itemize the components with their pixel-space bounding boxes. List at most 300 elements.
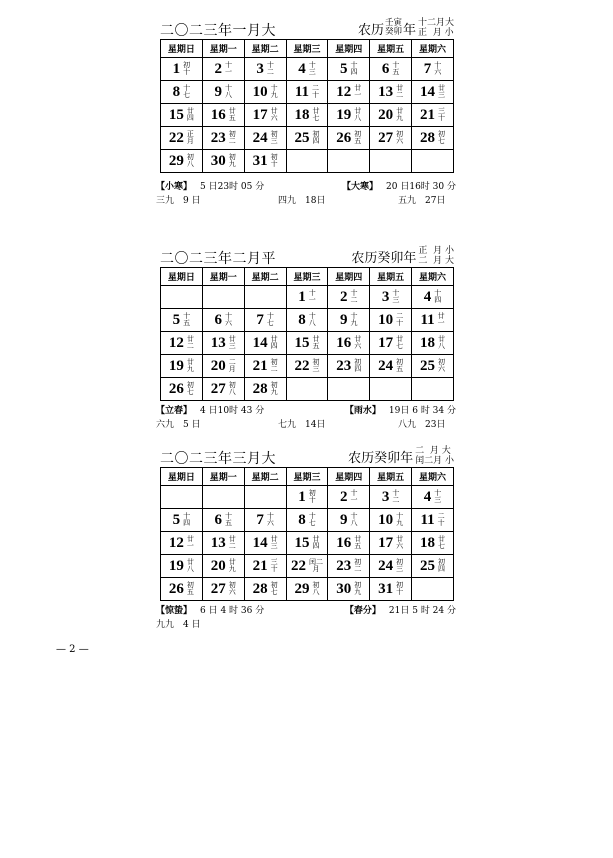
day-cell [161, 81, 203, 104]
solar-day-number: 19 [336, 106, 352, 123]
day-cell [286, 532, 328, 555]
lunar-day-top: 十 [183, 83, 191, 92]
solar-term-time: 4 日10时 43 分 [200, 406, 265, 416]
lunar-day-bottom: 四 [350, 68, 358, 76]
lunar-day-bottom: 六 [438, 365, 446, 373]
lunar-month-top: 正 月 小 [418, 246, 454, 256]
empty-day-cell [161, 286, 203, 309]
day-cell [244, 104, 286, 127]
day-cell [370, 332, 412, 355]
empty-day-cell [286, 378, 328, 401]
lunar-day [229, 536, 236, 551]
solar-day-number: 24 [378, 557, 394, 574]
solar-day-number: 12 [168, 534, 184, 551]
day-cell [161, 378, 203, 401]
solar-term-time: 6 日 4 时 36 分 [200, 606, 265, 616]
weekday-header: 星期一 [202, 468, 244, 486]
lunar-day-top: 十 [266, 60, 274, 69]
lunar-day [351, 513, 358, 528]
lunar-day-bottom: 九 [354, 588, 362, 596]
lunar-day-bottom: 二 [186, 342, 194, 350]
lunar-day-bottom: 一 [437, 319, 445, 327]
month-header [160, 16, 454, 40]
day-cell [286, 509, 328, 532]
lunar-day-bottom: 九 [186, 365, 194, 373]
lunar-day-bottom: 七 [438, 137, 446, 145]
lunar-day-top: 十 [183, 511, 191, 520]
lunar-day-top: 廿 [186, 557, 194, 566]
lunar-day-bottom: 六 [270, 114, 278, 122]
solar-day-number: 2 [214, 60, 223, 77]
week-row [161, 355, 454, 378]
solar-day-number: 25 [420, 357, 436, 374]
lunar-day [225, 313, 232, 328]
day-cell [161, 578, 203, 601]
day-cell [328, 355, 370, 378]
day-cell [202, 127, 244, 150]
solar-day-number: 27 [210, 380, 226, 397]
lunar-day-bottom: 九 [228, 160, 236, 168]
lunar-day-bottom: 十 [396, 319, 404, 327]
day-cell [202, 378, 244, 401]
solar-day-number: 2 [340, 488, 348, 505]
nine-period-1: 六九 5 日 [156, 420, 201, 430]
day-cell [244, 509, 286, 532]
solar-term-name: 【小寒】 [156, 182, 193, 192]
solar-day-number: 26 [168, 580, 184, 597]
solar-day-number: 28 [252, 580, 268, 597]
solar-day-number: 16 [336, 334, 352, 351]
lunar-year-info [348, 444, 454, 468]
month-block-january [156, 16, 456, 206]
lunar-day-bottom: 月 [312, 565, 320, 573]
lunar-day-bottom: 四 [312, 137, 320, 145]
lunar-day-top: 十 [434, 288, 442, 297]
lunar-day-bottom: 四 [438, 565, 446, 573]
day-cell [412, 309, 454, 332]
lunar-day-bottom: 六 [266, 519, 274, 527]
solar-day-number: 6 [381, 60, 390, 77]
solar-day-number: 4 [423, 488, 432, 505]
lunar-year-2: 癸卯 [384, 27, 402, 37]
empty-day-cell [412, 150, 454, 173]
month-footer [156, 603, 456, 631]
nine-period-3: 八九 23日 [398, 420, 446, 430]
lunar-day-bottom: 二 [350, 296, 358, 304]
lunar-day-top: 十 [225, 311, 233, 320]
lunar-day-bottom: 二 [228, 137, 236, 145]
day-cell [412, 332, 454, 355]
solar-day-number: 29 [294, 580, 310, 597]
solar-day-number: 31 [378, 580, 394, 597]
lunar-day-top: 十 [308, 288, 316, 297]
month-footer [156, 179, 456, 207]
calendar-grid [160, 467, 454, 601]
lunar-day [312, 582, 319, 597]
weekday-header: 星期六 [412, 468, 454, 486]
lunar-day-bottom: 月 [228, 365, 236, 373]
day-cell [370, 532, 412, 555]
lunar-day-top: 十 [225, 511, 233, 520]
lunar-day-top: 初 [354, 129, 362, 138]
solar-day-number: 28 [420, 129, 436, 146]
solar-day-number: 21 [420, 106, 436, 123]
lunar-day-bottom: 六 [396, 542, 404, 550]
lunar-day-bottom: 九 [270, 388, 278, 396]
solar-day-number: 30 [336, 580, 352, 597]
lunar-day-bottom: 四 [312, 542, 320, 550]
day-cell [161, 555, 203, 578]
lunar-day-bottom: 九 [396, 114, 404, 122]
lunar-day-bottom: 七 [266, 319, 274, 327]
month-header [160, 244, 454, 268]
lunar-day-bottom: 十 [270, 160, 278, 168]
lunar-month-bottom: 闰二月 小 [415, 456, 454, 466]
lunar-day-top: 初 [396, 557, 404, 566]
lunar-day-bottom: 五 [183, 319, 191, 327]
day-cell [370, 58, 412, 81]
lunar-day-top: 初 [396, 580, 404, 589]
day-cell [161, 532, 203, 555]
day-cell [244, 532, 286, 555]
empty-day-cell [202, 286, 244, 309]
solar-day-number: 30 [210, 152, 226, 169]
solar-day-number: 3 [381, 288, 390, 305]
lunar-day [271, 536, 278, 551]
lunar-day [229, 108, 236, 123]
weekday-header: 星期三 [286, 40, 328, 58]
day-cell [244, 555, 286, 578]
day-cell [328, 104, 370, 127]
day-cell [202, 332, 244, 355]
lunar-day [309, 559, 323, 574]
lunar-day-bottom: 七 [312, 114, 320, 122]
lunar-day [396, 108, 403, 123]
lunar-day [312, 131, 319, 146]
lunar-day [438, 131, 445, 146]
lunar-day-bottom: 五 [396, 365, 404, 373]
day-cell [244, 58, 286, 81]
lunar-day-bottom: 八 [308, 319, 316, 327]
empty-day-cell [328, 378, 370, 401]
empty-day-cell [370, 150, 412, 173]
solar-day-number: 16 [210, 106, 226, 123]
weekday-header: 星期五 [370, 268, 412, 286]
solar-term-name: 【惊蛰】 [156, 606, 193, 616]
lunar-day-top: 初 [186, 380, 194, 389]
lunar-day-bottom: 四 [354, 365, 362, 373]
day-cell [328, 555, 370, 578]
lunar-day-top: 十 [266, 511, 274, 520]
solar-day-number: 28 [252, 380, 268, 397]
day-cell [202, 578, 244, 601]
lunar-day [229, 359, 236, 374]
lunar-day-top: 廿 [354, 334, 362, 343]
week-row [161, 532, 454, 555]
lunar-day [396, 131, 403, 146]
day-cell [412, 127, 454, 150]
lunar-day [396, 513, 403, 528]
month-title: 二〇二三年三月大 [160, 451, 276, 467]
lunar-day-top: 初 [308, 488, 316, 497]
solar-day-number: 10 [378, 311, 394, 328]
day-cell [412, 486, 454, 509]
lunar-day-bottom: 一 [186, 542, 194, 550]
lunar-day [396, 336, 403, 351]
lunar-day-bottom: 一 [350, 496, 358, 504]
lunar-day-top: 十 [308, 60, 316, 69]
lunar-year: 癸卯 [377, 250, 404, 266]
lunar-day-bottom: 八 [354, 114, 362, 122]
empty-day-cell [161, 486, 203, 509]
solar-day-number: 12 [168, 334, 184, 351]
solar-day-number: 22 [168, 129, 184, 146]
lunar-day-bottom: 三 [228, 342, 236, 350]
lunar-day-top: 二 [396, 311, 404, 320]
solar-day-number: 27 [378, 129, 394, 146]
lunar-day-bottom: 三 [434, 496, 442, 504]
solar-day-number: 18 [294, 106, 310, 123]
solar-term-1 [156, 179, 264, 192]
lunar-day-top: 初 [438, 357, 446, 366]
day-cell [370, 309, 412, 332]
week-row [161, 150, 454, 173]
lunar-day [225, 85, 232, 100]
day-cell [202, 81, 244, 104]
solar-day-number: 25 [420, 557, 436, 574]
lunar-day-top: 廿 [186, 534, 194, 543]
lunar-day [396, 359, 403, 374]
lunar-day-bottom: 四 [270, 342, 278, 350]
lunar-day [392, 62, 399, 77]
lunar-day-top: 初 [270, 129, 278, 138]
lunar-day [312, 359, 319, 374]
lunar-day [267, 313, 274, 328]
solar-day-number: 17 [378, 334, 394, 351]
solar-day-number: 10 [252, 83, 268, 100]
solar-day-number: 23 [336, 357, 352, 374]
lunar-day-bottom: 二 [392, 496, 400, 504]
lunar-day-top: 十 [270, 83, 278, 92]
solar-day-number: 20 [378, 106, 394, 123]
solar-day-number: 1 [298, 288, 306, 305]
solar-day-number: 2 [340, 288, 348, 305]
lunar-day-top: 廿 [354, 83, 362, 92]
weekday-header-row [161, 468, 454, 486]
lunar-day [351, 313, 358, 328]
solar-term-1 [156, 403, 264, 416]
lunar-month-top: 十二月大 [417, 18, 454, 28]
lunar-years-stack [385, 19, 402, 37]
day-cell [370, 104, 412, 127]
solar-day-number: 4 [298, 60, 306, 77]
lunar-day-bottom: 七 [438, 542, 446, 550]
solar-day-number: 18 [420, 334, 436, 351]
solar-day-number: 17 [252, 106, 268, 123]
month-title: 二〇二三年一月大 [160, 23, 276, 39]
weekday-header-row [161, 268, 454, 286]
day-cell [161, 104, 203, 127]
lunar-day [271, 382, 278, 397]
day-cell [202, 509, 244, 532]
lunar-day-top: 十 [350, 60, 358, 69]
solar-day-number: 5 [172, 311, 181, 328]
solar-day-number: 7 [256, 311, 264, 328]
solar-day-number: 22 [290, 557, 306, 574]
lunar-day [225, 513, 232, 528]
lunar-day-top: 廿 [312, 106, 320, 115]
month-header [160, 444, 454, 468]
day-cell [161, 332, 203, 355]
calendar-grid [160, 39, 454, 173]
lunar-day-bottom: 五 [225, 519, 233, 527]
lunar-month-bottom: 正 月 小 [417, 28, 454, 38]
day-cell [161, 58, 203, 81]
lunar-day-top: 廿 [186, 334, 194, 343]
empty-day-cell [244, 286, 286, 309]
lunar-month-bottom: 二 月 大 [418, 256, 454, 266]
weekday-header: 星期五 [370, 468, 412, 486]
day-cell [328, 81, 370, 104]
solar-day-number: 19 [168, 557, 184, 574]
lunar-day-top: 初 [354, 580, 362, 589]
solar-day-number: 14 [420, 83, 436, 100]
week-row [161, 58, 454, 81]
lunar-day-top: 初 [396, 357, 404, 366]
day-cell [202, 104, 244, 127]
lunar-day [225, 62, 232, 77]
lunar-day [229, 559, 236, 574]
day-cell [370, 286, 412, 309]
lunar-day-bottom: 四 [183, 519, 191, 527]
week-row [161, 81, 454, 104]
solar-day-number: 18 [420, 534, 436, 551]
lunar-day-top: 初 [438, 557, 446, 566]
lunar-day-top: 廿 [396, 334, 404, 343]
solar-term-name: 【春分】 [344, 606, 381, 616]
solar-day-number: 24 [252, 129, 268, 146]
day-cell [202, 150, 244, 173]
lunar-day [354, 536, 361, 551]
lunar-day [187, 559, 194, 574]
lunar-day-top: 初 [270, 580, 278, 589]
solar-day-number: 15 [294, 334, 310, 351]
lunar-day-top: 初 [396, 129, 404, 138]
lunar-day-top: 十 [225, 83, 233, 92]
day-cell [286, 486, 328, 509]
month-footer [156, 403, 456, 431]
lunar-day [187, 108, 194, 123]
lunar-day-top: 三 [270, 557, 278, 566]
lunar-day-bottom: 六 [354, 342, 362, 350]
solar-day-number: 10 [378, 511, 394, 528]
lunar-day-top: 廿 [270, 534, 278, 543]
lunar-day-top: 廿 [396, 534, 404, 543]
weekday-header: 星期一 [202, 40, 244, 58]
solar-day-number: 23 [210, 129, 226, 146]
solar-day-number: 22 [294, 357, 310, 374]
lunar-day-top: 廿 [438, 334, 446, 343]
lunar-year-info [351, 244, 454, 268]
day-cell [286, 104, 328, 127]
lunar-day-top: 十 [434, 60, 442, 69]
lunar-day-top: 十 [350, 288, 358, 297]
solar-day-number: 7 [423, 60, 432, 77]
lunar-day-bottom: 一 [225, 68, 233, 76]
empty-day-cell [370, 378, 412, 401]
lunar-months-stack [418, 18, 454, 38]
lunar-day-bottom: 八 [350, 519, 358, 527]
weekday-header: 星期日 [161, 468, 203, 486]
day-cell [412, 286, 454, 309]
day-cell [286, 81, 328, 104]
lunar-prefix: 农历 [348, 450, 375, 466]
solar-day-number: 8 [298, 311, 306, 328]
weekday-header: 星期三 [286, 268, 328, 286]
lunar-day-top: 十 [266, 311, 274, 320]
day-cell [286, 578, 328, 601]
solar-day-number: 11 [420, 311, 435, 328]
lunar-day-top: 廿 [312, 534, 320, 543]
lunar-day [309, 313, 316, 328]
day-cell [244, 332, 286, 355]
lunar-day-top: 廿 [270, 334, 278, 343]
lunar-day-bottom: 五 [354, 542, 362, 550]
solar-day-number: 9 [340, 511, 348, 528]
solar-day-number: 6 [214, 511, 223, 528]
lunar-day-top: 初 [438, 129, 446, 138]
lunar-day [187, 582, 194, 597]
solar-day-number: 8 [298, 511, 306, 528]
lunar-day-top: 廿 [228, 534, 236, 543]
empty-day-cell [412, 578, 454, 601]
weekday-header: 星期二 [244, 268, 286, 286]
solar-day-number: 7 [256, 511, 264, 528]
nine-period-1: 三九 9 日 [156, 196, 201, 206]
empty-day-cell [202, 486, 244, 509]
weekday-header: 星期日 [161, 268, 203, 286]
lunar-day-top: 正 [186, 129, 194, 138]
lunar-day-top: 二 [312, 83, 320, 92]
lunar-day-top: 初 [228, 152, 236, 161]
empty-day-cell [328, 150, 370, 173]
day-cell [244, 81, 286, 104]
lunar-day-bottom: 十 [396, 588, 404, 596]
week-row [161, 286, 454, 309]
lunar-day-top: 廿 [186, 106, 194, 115]
lunar-day [187, 154, 194, 169]
solar-day-number: 25 [294, 129, 310, 146]
week-row [161, 104, 454, 127]
lunar-prefix: 农历 [351, 250, 378, 266]
lunar-day [354, 85, 361, 100]
day-cell [412, 355, 454, 378]
lunar-day-top: 初 [270, 152, 278, 161]
day-cell [370, 355, 412, 378]
lunar-day [187, 536, 194, 551]
lunar-day-bottom: 八 [186, 160, 194, 168]
nine-period-2: 四九 18日 [278, 196, 326, 206]
day-cell [412, 532, 454, 555]
solar-day-number: 21 [252, 557, 268, 574]
weekday-header: 星期四 [328, 40, 370, 58]
lunar-day-top: 廿 [354, 534, 362, 543]
lunar-day-top: 十 [392, 488, 400, 497]
day-cell [244, 378, 286, 401]
lunar-day-top: 十 [350, 511, 358, 520]
lunar-day-bottom: 六 [396, 137, 404, 145]
day-cell [286, 332, 328, 355]
